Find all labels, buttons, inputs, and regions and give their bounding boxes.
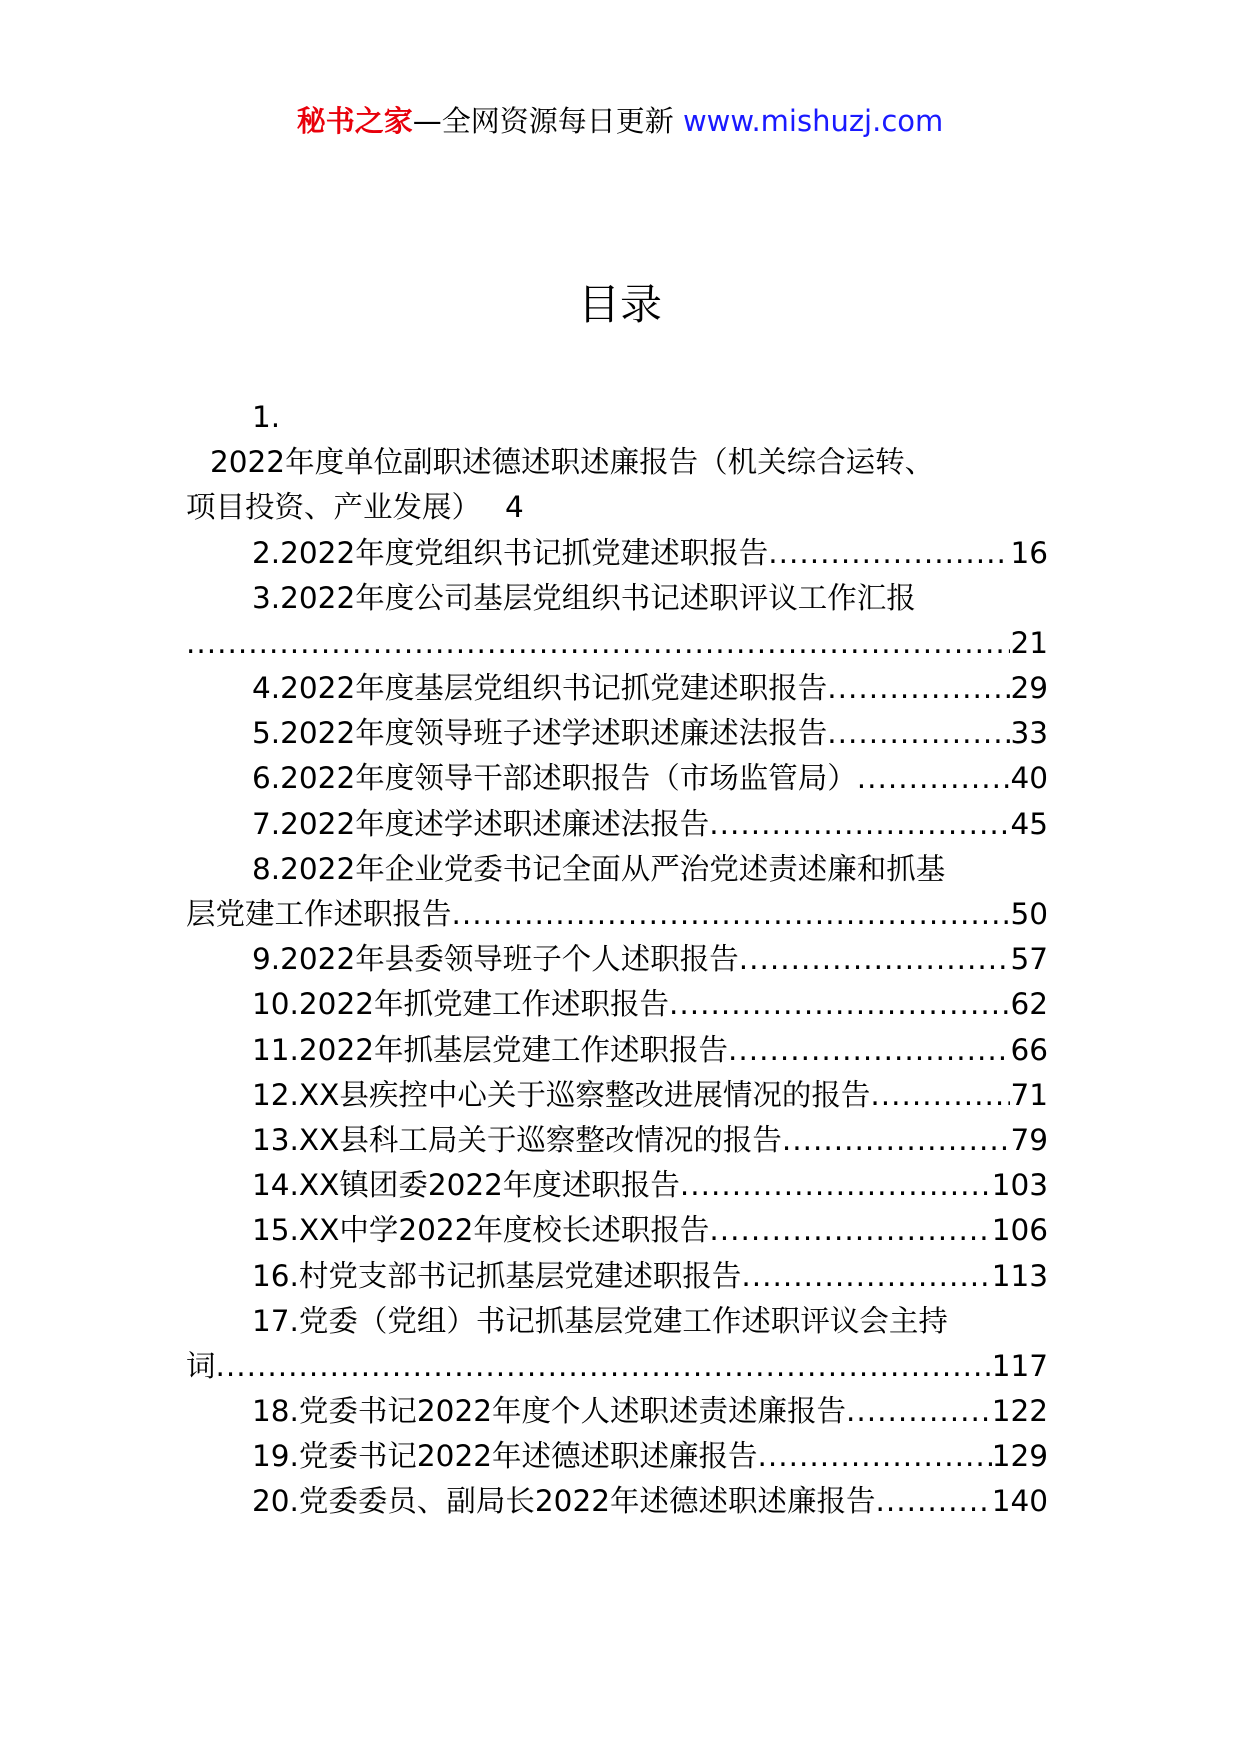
toc-page-number: 66 (1010, 1032, 1048, 1067)
dot-leader (846, 1389, 992, 1434)
toc-entry-3-line-2[interactable] (186, 621, 1048, 666)
toc-entry-text: 层党建工作述职报告 (186, 897, 452, 932)
dot-leader (782, 1118, 1011, 1163)
toc-entry-9[interactable] (186, 937, 1048, 982)
toc-entry-18[interactable] (186, 1389, 1048, 1434)
dot-leader (857, 756, 1011, 801)
site-header (0, 101, 1240, 141)
dot-leader (827, 711, 1010, 756)
toc-page-number: 79 (1010, 1122, 1048, 1157)
toc-page-number: 4 (505, 490, 524, 525)
toc-entry-text: 16.村党支部书记抓基层党建述职报告 (252, 1258, 742, 1293)
dot-leader (827, 666, 1010, 711)
toc-page-number: 106 (991, 1213, 1048, 1248)
toc-entry-13[interactable] (186, 1118, 1048, 1163)
toc-entry-8-line-2[interactable] (186, 892, 1048, 937)
toc-page-number: 50 (1010, 897, 1048, 932)
toc-entry-text: 20.党委委员、副局长2022年述德述职述廉报告 (252, 1484, 876, 1519)
toc-entry-text: 14.XX镇团委2022年度述职报告 (252, 1168, 680, 1203)
dot-leader (741, 1254, 991, 1299)
toc-page-number: 62 (1010, 987, 1048, 1022)
toc-entry-text: 项目投资、产业发展） (186, 490, 482, 525)
brand-name: 秘书之家 (296, 104, 413, 138)
dot-leader (870, 1073, 1010, 1118)
dot-leader (186, 621, 1010, 666)
page-title: 目录 (577, 280, 662, 329)
toc-entry-text: 11.2022年抓基层党建工作述职报告 (252, 1032, 728, 1067)
toc-entry-text: 18.党委书记2022年度个人述职述责述廉报告 (252, 1394, 846, 1429)
toc-entry-4[interactable] (186, 666, 1048, 711)
toc-entry-text: 5.2022年度领导班子述学述职述廉述法报告 (252, 716, 828, 751)
toc-entry-text: 词 (186, 1348, 216, 1383)
toc-entry-text: 8.2022年企业党委书记全面从严治党述责述廉和抓基 (252, 851, 946, 886)
toc-entry-3-line-1[interactable] (186, 576, 1048, 621)
toc-page-number: 40 (1010, 761, 1048, 796)
toc-entry-text: 6.2022年度领导干部述职报告（市场监管局） (252, 761, 857, 796)
toc-entry-text: 13.XX县科工局关于巡察整改情况的报告 (252, 1122, 782, 1157)
dot-leader (876, 1479, 992, 1524)
toc-entry-text: 2022年度单位副职述德述职述廉报告（机关综合运转、 (210, 445, 935, 480)
toc-entry-2[interactable] (186, 531, 1048, 576)
toc-entry-text: 17.党委（党组）书记抓基层党建工作述职评议会主持 (252, 1303, 948, 1338)
toc-entry-text: 12.XX县疾控中心关于巡察整改进展情况的报告 (252, 1077, 871, 1112)
toc-entry-16[interactable] (186, 1254, 1048, 1299)
table-of-contents (186, 395, 1048, 1525)
toc-entry-number: 1. (252, 399, 281, 434)
toc-page-number: 71 (1010, 1077, 1048, 1112)
dot-leader (709, 802, 1010, 847)
toc-page-number: 21 (1010, 625, 1048, 660)
toc-page-number: 16 (1010, 535, 1048, 570)
toc-entry-1-line-1[interactable] (186, 440, 1048, 485)
toc-entry-text: 9.2022年县委领导班子个人述职报告 (252, 942, 739, 977)
toc-entry-7[interactable] (186, 802, 1048, 847)
toc-entry-19[interactable] (186, 1434, 1048, 1479)
toc-entry-6[interactable] (186, 757, 1048, 802)
toc-entry-15[interactable] (186, 1208, 1048, 1253)
toc-entry-text: 19.党委书记2022年述德述职述廉报告 (252, 1439, 758, 1474)
dot-leader (680, 1163, 992, 1208)
dot-leader (709, 1208, 991, 1253)
toc-page-number: 33 (1010, 716, 1048, 751)
dot-leader (669, 982, 1010, 1027)
toc-page-number: 45 (1010, 806, 1048, 841)
toc-page-number: 122 (991, 1394, 1048, 1429)
toc-page-number: 117 (991, 1348, 1048, 1383)
toc-entry-10[interactable] (186, 982, 1048, 1027)
toc-page-number: 140 (991, 1484, 1048, 1519)
toc-entry-text: 3.2022年度公司基层党组织书记述职评议工作汇报 (252, 580, 916, 615)
toc-page-number: 103 (991, 1168, 1048, 1203)
toc-page-number: 57 (1010, 942, 1048, 977)
dot-leader (216, 1344, 992, 1389)
dot-leader (452, 892, 1011, 937)
toc-page-number: 129 (991, 1439, 1048, 1474)
toc-entry-text: 2.2022年度党组织书记抓党建述职报告 (252, 535, 769, 570)
site-url-link[interactable]: www.mishuzj.com (682, 104, 944, 138)
dot-leader (758, 1434, 992, 1479)
toc-entry-text: 4.2022年度基层党组织书记抓党建述职报告 (252, 671, 828, 706)
header-tagline: —全网资源每日更新 (412, 104, 674, 138)
toc-entry-1-number[interactable] (186, 395, 1048, 440)
dot-leader (739, 937, 1011, 982)
toc-page-number: 29 (1010, 671, 1048, 706)
toc-entry-text: 10.2022年抓党建工作述职报告 (252, 987, 669, 1022)
toc-entry-1-line-2[interactable] (186, 485, 1048, 530)
toc-entry-20[interactable] (186, 1480, 1048, 1525)
toc-entry-14[interactable] (186, 1163, 1048, 1208)
toc-entry-text: 7.2022年度述学述职述廉述法报告 (252, 806, 710, 841)
toc-entry-8-line-1[interactable] (186, 847, 1048, 892)
toc-entry-17-line-2[interactable] (186, 1344, 1048, 1389)
toc-entry-11[interactable] (186, 1028, 1048, 1073)
toc-page-number: 113 (991, 1258, 1048, 1293)
toc-entry-5[interactable] (186, 711, 1048, 756)
dot-leader (768, 531, 1010, 576)
toc-entry-12[interactable] (186, 1073, 1048, 1118)
toc-entry-text: 15.XX中学2022年度校长述职报告 (252, 1213, 710, 1248)
dot-leader (728, 1028, 1010, 1073)
toc-entry-17-line-1[interactable] (186, 1299, 1048, 1344)
